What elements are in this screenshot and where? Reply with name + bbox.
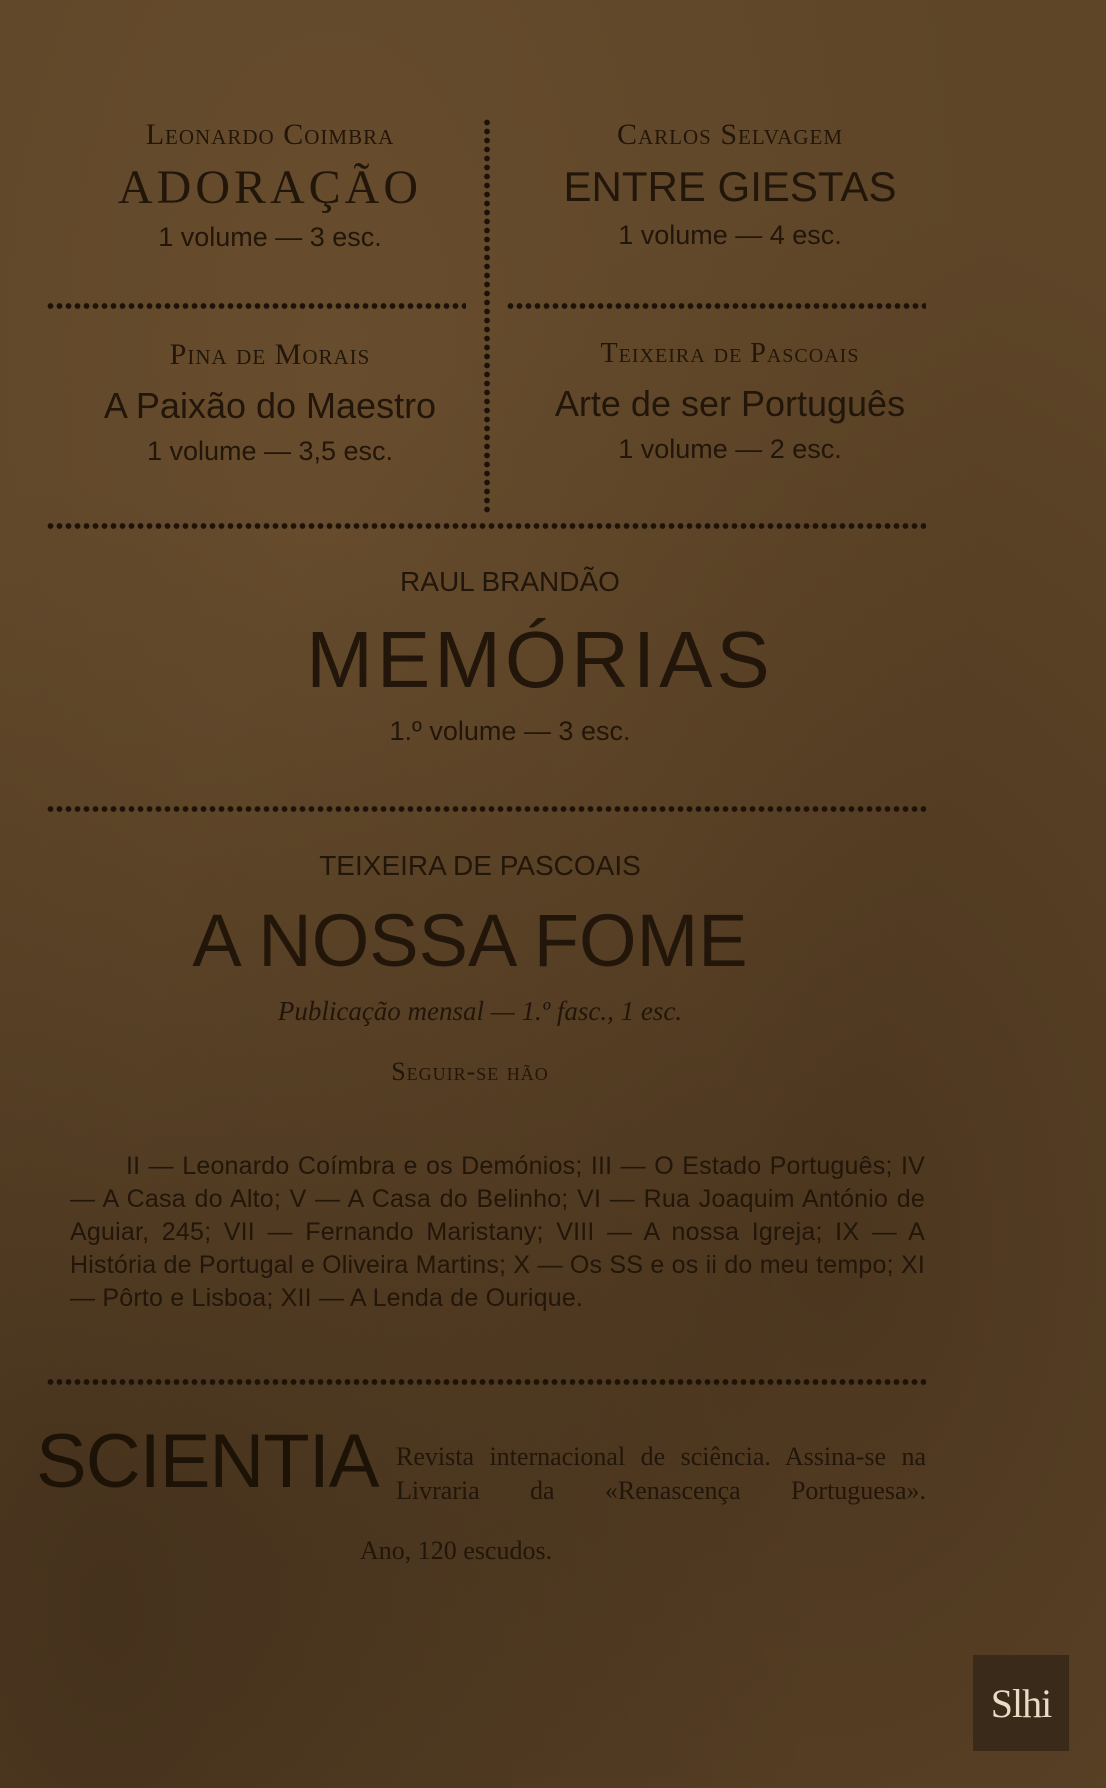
- ad-adoracao: [70, 118, 470, 253]
- book-title: A NOSSA FOME: [192, 899, 748, 982]
- book-title: ENTRE GIESTAS: [563, 163, 897, 210]
- book-title: MEMÓRIAS: [306, 615, 774, 704]
- forthcoming-list: II — Leonardo Coímbra e os Demónios; III — O Estado Português; IV — A Casa do Alto; V — A Casa do Belinho; VI — Rua Joaquim António de Aguiar, 245; VII — Fernando Maristany; VIII — A nossa Igreja; IX — A História de Portugal e Oliveira Martins; X — Os SS e os ii do meu tempo; XI — Pôrto e Lisboa; XII — A Lenda de Ourique.: [70, 1152, 925, 1312]
- scientia-title: SCIENTIA: [36, 1419, 379, 1504]
- dotted-divider: [506, 302, 926, 310]
- author-name: Carlos Selvagem: [616, 118, 844, 151]
- book-volume: 1 volume — 4 esc.: [618, 220, 842, 250]
- dotted-divider: [46, 522, 926, 530]
- dotted-divider: [46, 1378, 926, 1386]
- author-name: Leonardo Coimbra: [145, 118, 395, 151]
- scientia-description: Revista internacional de sciência. Assina-se na Livraria da «Renascença Portuguesa».: [396, 1442, 926, 1505]
- vertical-dotted-divider: [483, 118, 491, 513]
- ad-paixao-do-maestro: [70, 338, 470, 467]
- ad-memorias: [190, 566, 890, 747]
- book-volume: 1 volume — 3,5 esc.: [146, 436, 394, 466]
- author-name: Teixeira de Pascoais: [600, 338, 860, 369]
- author-name: Pina de Morais: [169, 338, 371, 371]
- book-volume: 1.º volume — 3 esc.: [389, 716, 631, 746]
- book-volume: 1 volume — 3 esc.: [158, 222, 382, 252]
- book-volume: 1 volume — 2 esc.: [618, 434, 842, 464]
- dotted-divider: [46, 302, 466, 310]
- ad-a-nossa-fome: [140, 850, 840, 1087]
- ad-entre-giestas: [525, 118, 935, 251]
- ad-arte-de-ser-portugues: [525, 338, 935, 465]
- dotted-divider: [46, 805, 926, 813]
- book-title: Arte de ser Português: [554, 383, 906, 424]
- author-name: RAUL BRANDÃO: [400, 566, 620, 597]
- library-logo: Slhi: [973, 1655, 1069, 1751]
- book-title: A Paixão do Maestro: [103, 385, 437, 426]
- author-name: TEIXEIRA DE PASCOAIS: [319, 850, 641, 881]
- scientia-price: Ano, 120 escudos.: [360, 1536, 553, 1565]
- seguir-label: Seguir-se hão: [391, 1057, 549, 1086]
- publication-note: Publicação mensal — 1.º fasc., 1 esc.: [277, 996, 683, 1026]
- book-title: ADORAÇÃO: [117, 161, 422, 214]
